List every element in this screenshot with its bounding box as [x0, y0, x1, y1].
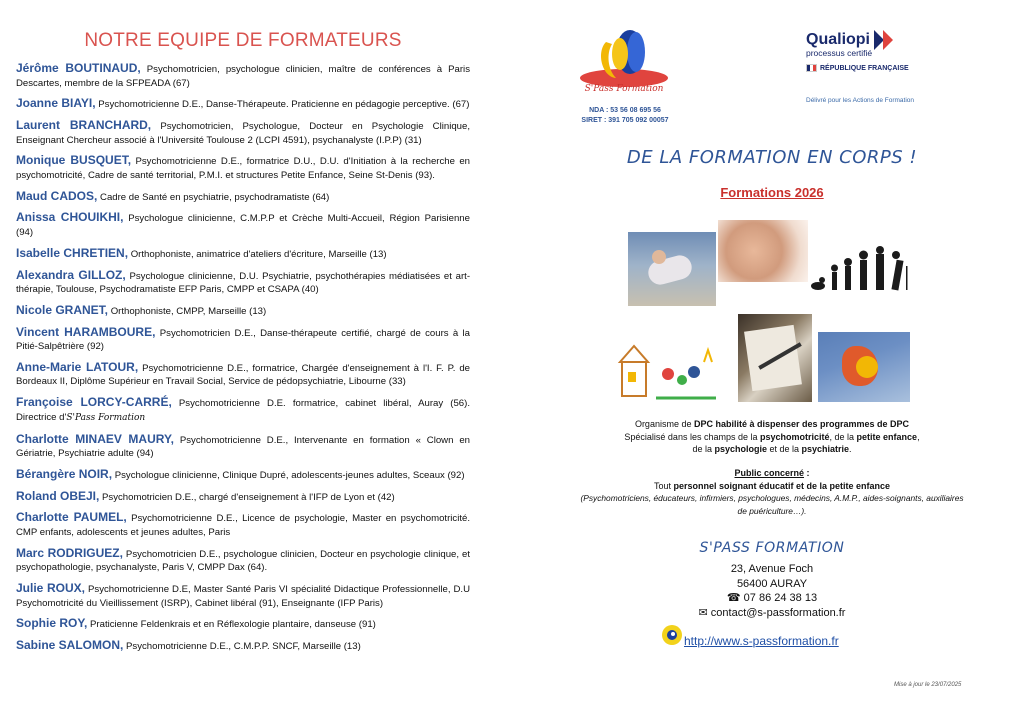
trainer-entry [16, 97, 470, 112]
trainer-entry [16, 547, 470, 575]
page-title: NOTRE EQUIPE DE FORMATEURS [84, 30, 402, 51]
tagline: DE LA FORMATION EN CORPS ! [626, 147, 918, 168]
trainer-list [16, 62, 470, 654]
french-flag-icon [806, 64, 817, 72]
trainer-name: Nicole GRANET, [16, 302, 109, 317]
trainer-description: Psychologue clinicienne, D.U. Psychiatrie, psychothérapies médiatisées et art-thérapie, Toulouse, Psychodramatiste EFP Paris, CMPP et CSAPA (40) [16, 270, 471, 296]
trainer-entry [16, 269, 470, 297]
trainer-description: Praticienne Feldenkrais et en Réflexologie plantaire, danseuse (91) [90, 619, 376, 631]
website-link[interactable]: http://www.s-passformation.fr [684, 634, 839, 648]
trainer-description: Psychomotricien, psychologue clinicien, maître de conférences à Paris Descartes, membre de la SFPEADA (67) [16, 64, 470, 89]
trainer-name: Laurent BRANCHARD, [16, 118, 152, 133]
phone-number: 07 86 24 38 13 [743, 592, 818, 604]
photo-writing [738, 314, 812, 402]
trainer-entry [16, 154, 470, 182]
registration-info [570, 106, 680, 126]
trainers-section [16, 30, 470, 661]
trainer-name: Sophie ROY, [16, 616, 88, 631]
photo-painting [818, 332, 910, 402]
trainer-entry [16, 490, 470, 505]
trainer-name: Françoise LORCY-CARRÉ, [16, 395, 172, 410]
trainer-description: Psychomotricienne D.E., formatrice, Chargée d'enseignement à l'I. F. P. de Bordeaux II, Diplôme Supérieur en Travail Social, Service de pédopsychiatrie, Libourne (33) [16, 362, 470, 388]
audience-label: Public concerné [734, 468, 805, 478]
trainer-entry [16, 211, 470, 239]
photo-drawing-house [608, 332, 724, 404]
qualiopi-subtitle: processus certifié [806, 48, 873, 58]
trainer-name: Isabelle CHRETIEN, [16, 245, 129, 260]
trainer-description: Psychomotricien, Psychologue, Docteur en Psychologie Clinique, Enseignant Chercheur associé à l'Université Toulouse 2 (LCPI 4591), psychanalyste (I.P.P) (31) [16, 121, 471, 146]
trainer-entry [16, 433, 470, 461]
trainer-description: Psychomotricienne D.E., Danse-Thérapeute. Praticienne en pédagogie perceptive. (67) [98, 99, 470, 111]
trainer-description: Psychologue clinicienne, Clinique Dupré, adolescents-jeunes adultes, Sceaux (92) [114, 469, 465, 481]
trainer-name: Monique BUSQUET, [16, 153, 132, 168]
audience-list: (Psychomotriciens, éducateurs, infirmiers, psychologues, médecins, A.M.P., aides-soignants, auxiliaires de puériculture…). [580, 493, 964, 516]
trainer-name: Julie ROUX, [16, 581, 86, 596]
republique-label: RÉPUBLIQUE FRANÇAISE [806, 64, 936, 72]
siret-number: SIRET : 391 705 092 00057 [581, 117, 669, 124]
trainer-name: Joanne BIAYI, [16, 96, 96, 111]
qualiopi-arrow-icon [874, 30, 896, 50]
trainer-description: Psychomotricienne D.E., Intervenante en formation « Clown en Gériatrie, Psychiatrie adulte (94) [16, 434, 470, 460]
trainer-name: Vincent HARAMBOURE, [16, 324, 156, 339]
trainer-description: Psychomotricienne D.E., Licence de psychologie, Master en psychomotricité. CMP enfants, adolescents et jeunes adultes, Paris [16, 513, 470, 538]
trainer-name: Bérangère NOIR, [16, 466, 113, 481]
trainer-description: Psychomotricienne D.E., C.M.P.P. SNCF, Marseille (13) [126, 641, 361, 653]
trainer-description: Psychomotricienne D.E., formatrice D.U., D.U. d'Initiation à la recherche en psychomotricité, Cadre de santé territorial, P.M.I. et structures Petite Enfance, Seine St-Denis (93). [16, 156, 470, 181]
trainer-entry [16, 326, 470, 354]
trainer-name: Roland OBEJI, [16, 488, 100, 503]
trainer-entry [16, 304, 470, 319]
trainer-entry [16, 247, 470, 262]
trainer-entry [16, 511, 470, 539]
nda-number: NDA : 53 56 08 695 56 [589, 107, 661, 114]
trainer-entry [16, 468, 470, 483]
trainer-description: Psychomotricien D.E., Danse-thérapeute certifié, chargé de cours à la Pitié-Salpêtrière (92) [16, 327, 470, 353]
trainer-description: Psychologue clinicienne, C.M.P.P et Crèche Multi-Accueil, Région Parisienne (94) [16, 213, 470, 238]
trainer-entry [16, 617, 470, 632]
trainer-name: Jérôme BOUTINAUD, [16, 61, 141, 75]
trainer-name: Alexandra GILLOZ, [16, 267, 126, 282]
trainer-description: Psychomotricienne D.E. formatrice, cabinet libéral, Auray (56). Directrice d' [16, 398, 470, 423]
trainer-description: Orthophoniste, animatrice d'ateliers d'écriture, Marseille (13) [130, 248, 387, 260]
trainer-description: Psychomotricienne D.E, Master Santé Paris VI spécialité Didactique Professionnelle, D.U Psychomotricité du Vieillissement (ISRP), Cabinet libéral (91), Enseignante (IFP Paris) [16, 584, 471, 609]
photo-hands [718, 220, 808, 282]
envelope-icon: ✉ [698, 606, 711, 619]
trainer-name: Charlotte PAUMEL, [16, 510, 127, 525]
formations-year: Formations 2026 [720, 185, 824, 200]
trainer-company: S'Pass Formation [66, 412, 146, 423]
globe-mascot-icon [660, 624, 684, 646]
trainer-name: Anissa CHOUIKHI, [16, 210, 124, 225]
photo-baby [628, 232, 716, 306]
trainer-entry [16, 639, 470, 654]
trainer-name: Sabine SALOMON, [16, 638, 124, 653]
organization-description: Organisme de DPC habilité à dispenser des programmes de DPC Spécialisé dans les champs de la psychomotricité, de la petite enfance, de la psychologie et de la psychiatrie. [624, 419, 920, 454]
trainer-name: Anne-Marie LATOUR, [16, 359, 139, 374]
qualiopi-brand: Qualiopi [806, 31, 870, 48]
trainer-name: Marc RODRIGUEZ, [16, 545, 123, 560]
contact-block [520, 562, 1024, 620]
trainer-description: Orthophoniste, CMPP, Marseille (13) [110, 305, 267, 317]
qualiopi-logo [806, 30, 936, 72]
trainer-entry [16, 396, 470, 425]
organization-name: S'PASS FORMATION [699, 540, 845, 556]
trainer-entry [16, 119, 470, 147]
update-date: Mise à jour le 23/07/2025 [894, 682, 962, 688]
trainer-description: Psychomotricien D.E., psychologue clinicien, Docteur en psychologie clinique, et psychopathologie, psychanalyste, Paris V, CMPP Dax (64). [16, 548, 470, 574]
trainer-name: Maud CADOS, [16, 188, 98, 203]
phone-icon: ☎ [726, 592, 744, 604]
email-address: contact@s-passformation.fr [710, 606, 846, 619]
trainer-entry [16, 582, 470, 610]
target-audience: Public concerné : Tout personnel soignant éducatif et de la petite enfance (Psychomotriciens, éducateurs, infirmiers, psychologues, médecins, A.M.P., aides-soignants, auxiliaires de puériculture…). [580, 468, 964, 516]
logo-caption: S'Pass Formation [584, 84, 664, 94]
street-address: 23, Avenue Foch [730, 563, 814, 575]
trainer-entry [16, 62, 470, 90]
trainer-entry [16, 190, 470, 205]
trainer-name: Charlotte MINAEV MAURY, [16, 431, 174, 446]
trainer-description: Psychomotricien D.E., chargé d'enseignement à l'IFP de Lyon et (42) [102, 491, 395, 503]
city-address: 56400 AURAY [736, 577, 808, 590]
trainer-description: Cadre de Santé en psychiatrie, psychodramatiste (64) [100, 191, 330, 203]
qualiopi-delivered: Délivré pour les Actions de Formation [806, 97, 915, 104]
evolution-silhouettes [810, 246, 914, 294]
brochure-cover [520, 0, 1024, 724]
trainer-entry [16, 361, 470, 389]
